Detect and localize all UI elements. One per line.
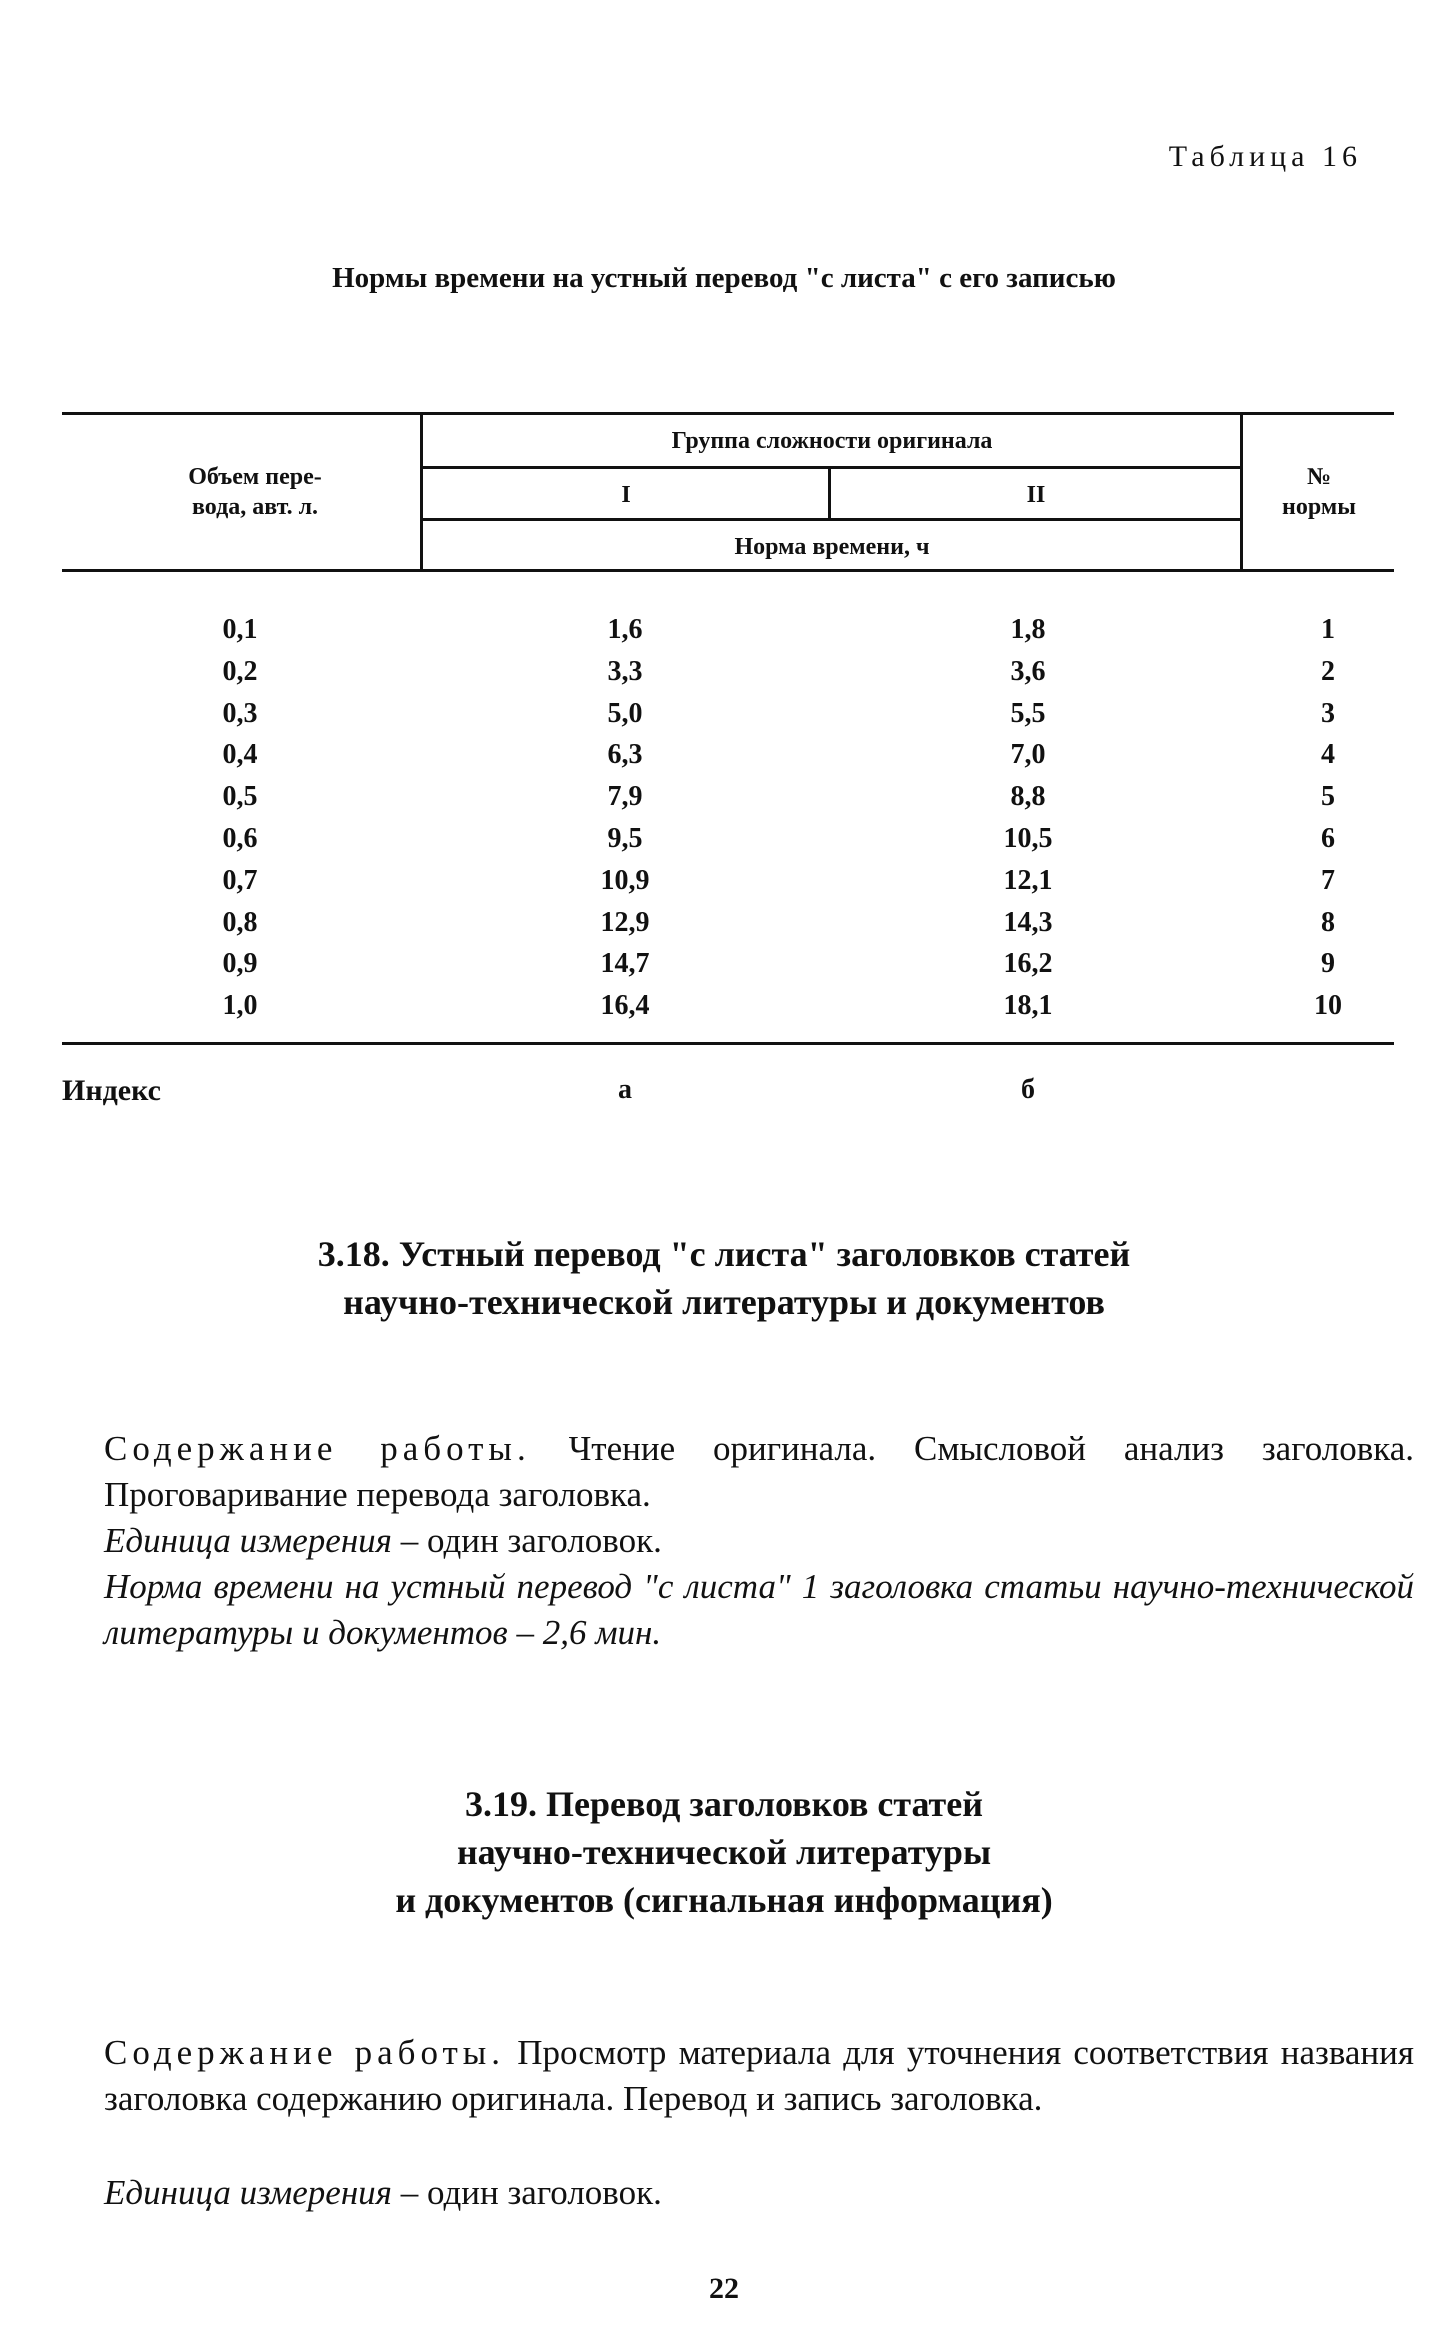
table-cell-no: 3 (1321, 697, 1335, 729)
index-a: а (618, 1074, 632, 1105)
table-cell-g1: 12,9 (600, 906, 650, 938)
table-cell-no: 10 (1314, 990, 1342, 1022)
header-volume-line2: вода, авт. л. (191, 494, 319, 520)
header-group: Группа сложности оригинала (671, 428, 993, 454)
table-cell-no: 5 (1321, 781, 1335, 813)
header-volume (100, 462, 410, 522)
table-cell-volume: 0,2 (222, 655, 258, 687)
unit-label: Единица измерения (104, 2173, 392, 2212)
table-cell-g2: 12,1 (1003, 864, 1053, 896)
section-318-heading-line1: 3.18. Устный перевод "с листа" заголовков статей (317, 1234, 1131, 1274)
section-319-content (104, 2030, 1414, 2122)
table-cell-no: 6 (1321, 823, 1335, 854)
table-cell-g2: 14,3 (1003, 906, 1053, 938)
section-318-heading (0, 1230, 1448, 1326)
table-header-rule (62, 569, 1394, 572)
table-cell-g1: 6,3 (607, 739, 643, 771)
index-label: Индекс (62, 1074, 161, 1107)
table-top-rule (62, 412, 1394, 415)
table-cell-g2: 10,5 (1003, 823, 1053, 854)
table-cell-g2: 5,5 (1010, 697, 1046, 729)
table-cell-volume: 0,5 (222, 781, 258, 813)
table-cell-g1: 5,0 (607, 697, 643, 729)
content-text: Просмотр материала для уточнения соответствия названия заголовка содержанию оригинала. Перевод и запись заголовка. (104, 2033, 1414, 2118)
header-norm-time: Норма времени, ч (734, 534, 930, 560)
table-label: Таблица 16 (1168, 140, 1362, 173)
header-group-1: I (621, 482, 631, 508)
table-cell-no: 1 (1321, 614, 1335, 645)
section-318-norm: Норма времени на устный перевод "с листа" 1 заголовка статьи научно-технической литературы и документов – 2,6 мин. (104, 1567, 1414, 1652)
header-norm-no-line2: нормы (1282, 494, 1356, 520)
table-cell-volume: 0,9 (222, 948, 258, 980)
table-title: Нормы времени на устный перевод "с листа" с его записью (332, 262, 1116, 294)
unit-text: – один заголовок. (400, 1521, 662, 1560)
table-cell-volume: 0,1 (222, 614, 258, 645)
content-label: Содержание работы. (104, 1429, 531, 1468)
table-cell-volume: 0,8 (222, 906, 258, 938)
section-319-heading (0, 1780, 1448, 1924)
table-col-divider-1 (420, 414, 423, 570)
table-cell-volume: 0,7 (222, 864, 258, 896)
table-cell-g2: 3,6 (1010, 655, 1046, 687)
table-cell-volume: 0,3 (222, 697, 258, 729)
table-cell-volume: 0,4 (222, 739, 258, 771)
table-cell-volume: 0,6 (222, 823, 258, 854)
header-norm-no (1244, 462, 1394, 522)
section-318-unit (104, 1518, 1414, 1564)
table-col-divider-2 (828, 468, 831, 520)
section-318-content (104, 1426, 1414, 1518)
unit-label: Единица измерения (104, 1521, 392, 1560)
section-319-heading-line3: и документов (сигнальная информация) (395, 1880, 1053, 1920)
table-cell-g1: 10,9 (600, 864, 650, 896)
table-cell-no: 9 (1321, 948, 1335, 980)
table-cell-g2: 16,2 (1003, 948, 1053, 980)
page-number: 22 (709, 2272, 739, 2305)
unit-text: – один заголовок. (400, 2173, 662, 2212)
table-cell-no: 4 (1321, 739, 1335, 771)
table-cell-g2: 1,8 (1010, 614, 1046, 645)
section-319-heading-line1: 3.19. Перевод заголовков статей (465, 1784, 983, 1824)
table-cell-g1: 1,6 (607, 614, 643, 645)
table-group-rule (421, 466, 1241, 469)
content-label: Содержание работы. (104, 2033, 506, 2072)
table-cell-g2: 7,0 (1010, 739, 1046, 771)
table-subgroup-rule (421, 518, 1241, 521)
table-cell-g1: 3,3 (607, 655, 643, 687)
table-cell-no: 8 (1321, 906, 1335, 938)
header-norm-no-line1: № (1306, 464, 1332, 490)
header-group-2: II (1026, 482, 1046, 508)
table-cell-no: 7 (1321, 864, 1335, 896)
table-cell-no: 2 (1321, 655, 1335, 687)
table-cell-g1: 16,4 (600, 990, 650, 1022)
section-319-unit (104, 2170, 1414, 2216)
table-cell-g2: 18,1 (1003, 990, 1053, 1022)
table-cell-g2: 8,8 (1010, 781, 1046, 813)
table-cell-g1: 7,9 (607, 781, 643, 813)
table-cell-volume: 1,0 (222, 990, 258, 1022)
section-318-heading-line2: научно-технической литературы и документов (343, 1282, 1105, 1322)
header-volume-line1: Объем пере- (188, 464, 322, 490)
table-col-divider-3 (1240, 414, 1243, 570)
content-text: Чтение оригинала. Смысловой анализ заголовка. Проговаривание перевода заголовка. (104, 1429, 1414, 1514)
table-cell-g1: 9,5 (607, 823, 643, 854)
table-cell-g1: 14,7 (600, 948, 650, 980)
section-319-heading-line2: научно-технической литературы (456, 1832, 992, 1872)
table-bottom-rule (62, 1042, 1394, 1045)
index-b: б (1021, 1074, 1035, 1105)
